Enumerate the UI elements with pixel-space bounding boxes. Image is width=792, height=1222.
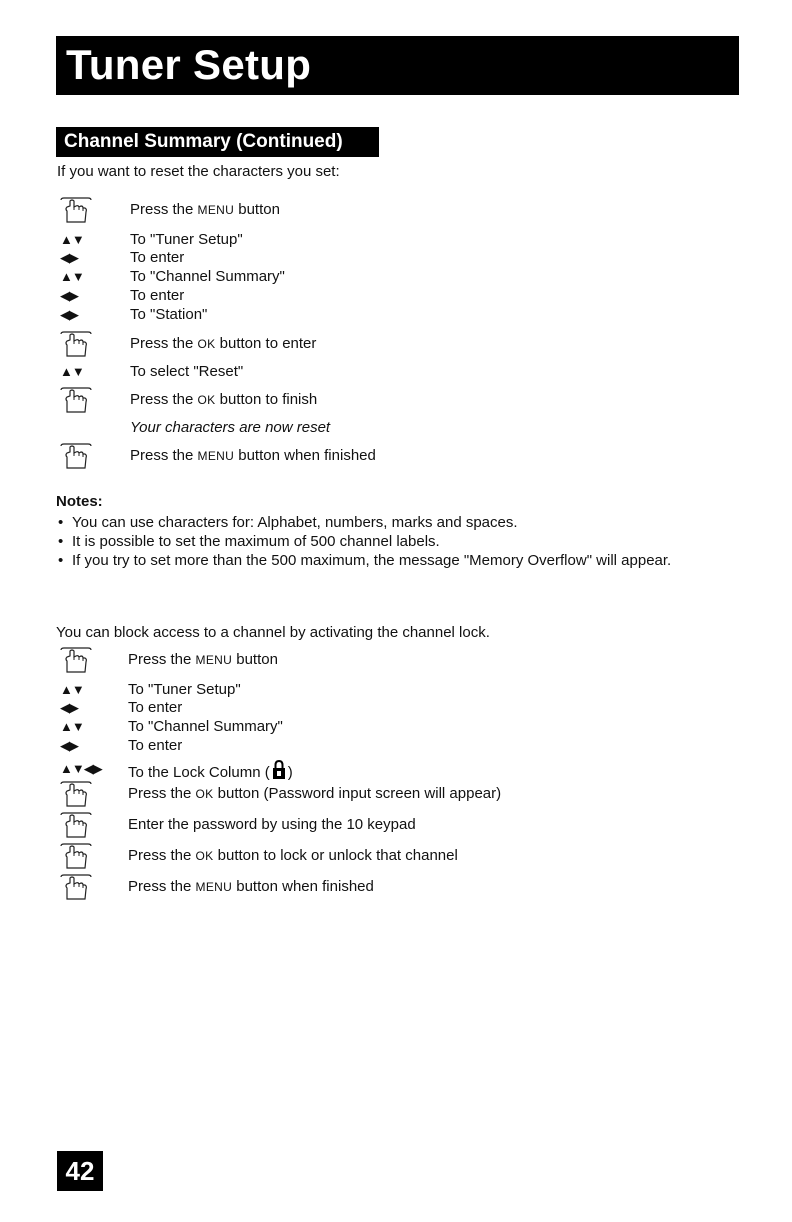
step-text: Press the OK button (Password input screen will appear) xyxy=(128,785,502,802)
step-text: Press the OK button to finish xyxy=(130,391,318,408)
hand-press-icon xyxy=(58,843,94,869)
page-number-box xyxy=(57,1151,103,1191)
key-name: MENU xyxy=(197,449,235,463)
left-right-arrows-icon: ◀▶ xyxy=(60,700,78,715)
page-title: Tuner Setup xyxy=(66,41,312,88)
key-name: MENU xyxy=(195,880,233,894)
key-name: OK xyxy=(197,393,216,407)
step-text: Press the MENU button when finished xyxy=(130,447,376,464)
step-text: To enter xyxy=(128,699,183,716)
step-text: Press the MENU button when finished xyxy=(128,878,374,895)
step-text: To "Station" xyxy=(130,306,208,323)
hand-press-icon xyxy=(58,874,94,900)
step-text: To enter xyxy=(130,249,185,266)
step-text: Press the OK button to lock or unlock that channel xyxy=(128,847,458,864)
hand-press-icon xyxy=(58,197,94,223)
hand-press-icon xyxy=(58,331,94,357)
hand-press-icon xyxy=(58,443,94,469)
up-down-arrows-icon: ▲▼ xyxy=(60,364,84,379)
step-text: To the Lock Column ( ) xyxy=(128,760,293,785)
page-number: 42 xyxy=(65,1156,95,1186)
page-title-bar xyxy=(56,36,739,95)
step-text: Press the MENU button xyxy=(128,651,278,668)
key-name: OK xyxy=(197,337,216,351)
step-text: To "Channel Summary" xyxy=(130,268,285,285)
note-item: • If you try to set more than the 500 maximum, the message "Memory Overflow" will appear. xyxy=(58,552,672,569)
hand-press-icon xyxy=(58,647,94,673)
left-right-arrows-icon: ◀▶ xyxy=(60,307,78,322)
section-title-bar xyxy=(56,127,379,157)
notes-heading: Notes: xyxy=(56,493,103,510)
lock-intro: You can block access to a channel by activating the channel lock. xyxy=(56,624,490,641)
step-text: To enter xyxy=(128,737,183,754)
all-arrows-icon: ▲▼◀▶ xyxy=(60,761,102,776)
up-down-arrows-icon: ▲▼ xyxy=(60,269,84,284)
step-text: To "Tuner Setup" xyxy=(130,231,243,248)
key-name: MENU xyxy=(195,653,233,667)
section-title: Channel Summary (Continued) xyxy=(64,131,343,152)
step-text: Press the MENU button xyxy=(130,201,280,218)
step-text: Enter the password by using the 10 keypad xyxy=(128,816,416,833)
step-text: To enter xyxy=(130,287,185,304)
up-down-arrows-icon: ▲▼ xyxy=(60,682,84,697)
key-name: OK xyxy=(195,849,214,863)
up-down-arrows-icon: ▲▼ xyxy=(60,232,84,247)
left-right-arrows-icon: ◀▶ xyxy=(60,250,78,265)
note-item: • You can use characters for: Alphabet, numbers, marks and spaces. xyxy=(58,514,518,531)
step-text: To "Tuner Setup" xyxy=(128,681,241,698)
left-right-arrows-icon: ◀▶ xyxy=(60,288,78,303)
step-text: Press the OK button to enter xyxy=(130,335,317,352)
key-name: MENU xyxy=(197,203,235,217)
hand-press-icon xyxy=(58,781,94,807)
up-down-arrows-icon: ▲▼ xyxy=(60,719,84,734)
key-name: OK xyxy=(195,787,214,801)
reset-intro: If you want to reset the characters you set: xyxy=(57,163,340,180)
left-right-arrows-icon: ◀▶ xyxy=(60,738,78,753)
hand-press-icon xyxy=(58,387,94,413)
step-text: To select "Reset" xyxy=(130,363,244,380)
step-text: To "Channel Summary" xyxy=(128,718,283,735)
lock-icon xyxy=(272,760,286,785)
note-item: • It is possible to set the maximum of 500 channel labels. xyxy=(58,533,440,550)
hand-press-icon xyxy=(58,812,94,838)
step-note: Your characters are now reset xyxy=(130,419,331,436)
